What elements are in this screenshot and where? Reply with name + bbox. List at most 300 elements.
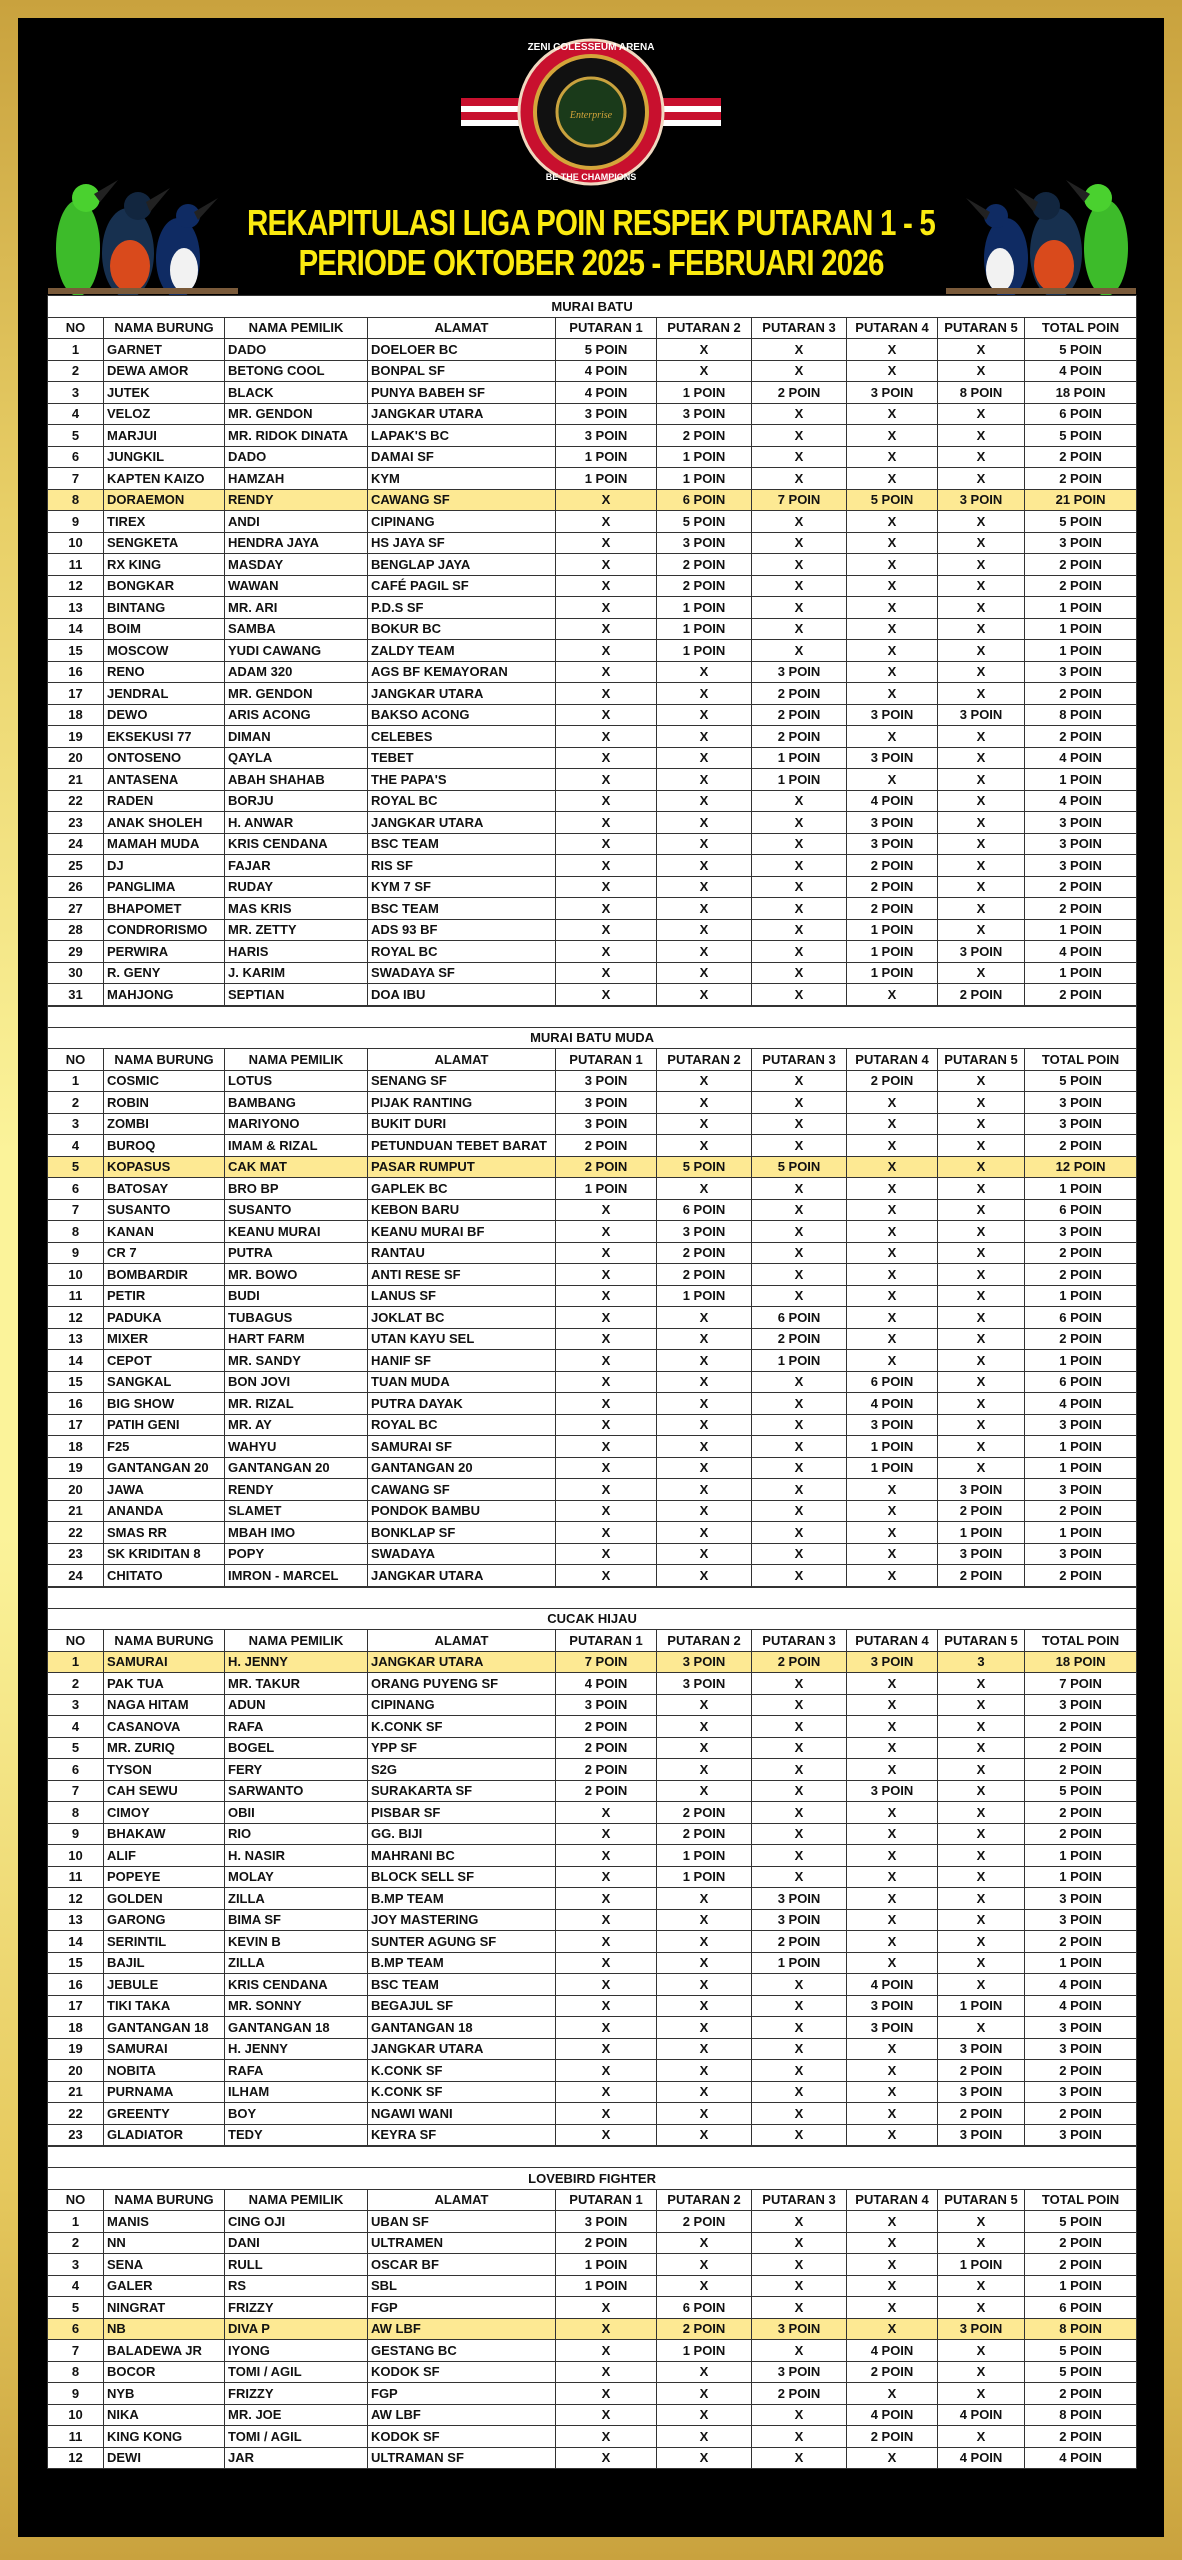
cell-round-3: X bbox=[752, 532, 847, 554]
cell-address: HANIF SF bbox=[368, 1350, 556, 1372]
cell-owner-name: SLAMET bbox=[225, 1500, 368, 1522]
cell-owner-name: TOMI / AGIL bbox=[225, 2361, 368, 2383]
cell-no: 17 bbox=[48, 1414, 104, 1436]
cell-address: SURAKARTA SF bbox=[368, 1780, 556, 1802]
cell-owner-name: SAMBA bbox=[225, 618, 368, 640]
cell-no: 1 bbox=[48, 1070, 104, 1092]
table-row bbox=[48, 489, 1137, 511]
cell-round-4: X bbox=[847, 2124, 938, 2146]
cell-round-4: X bbox=[847, 1759, 938, 1781]
cell-round-5: X bbox=[938, 876, 1025, 898]
cell-round-5: X bbox=[938, 683, 1025, 705]
cell-round-3: X bbox=[752, 1522, 847, 1544]
cell-round-1: X bbox=[556, 2340, 657, 2362]
column-header-row bbox=[48, 317, 1137, 339]
cell-round-4: X bbox=[847, 2447, 938, 2469]
cell-address: ULTRAMAN SF bbox=[368, 2447, 556, 2469]
cell-total-points: 1 POIN bbox=[1025, 2275, 1137, 2297]
cell-no: 21 bbox=[48, 769, 104, 791]
cell-round-5: X bbox=[938, 962, 1025, 984]
cell-no: 19 bbox=[48, 726, 104, 748]
cell-round-2: X bbox=[657, 2383, 752, 2405]
cell-round-2: 2 POIN bbox=[657, 1802, 752, 1824]
cell-address: ULTRAMEN bbox=[368, 2232, 556, 2254]
column-header: PUTARAN 5 bbox=[938, 317, 1025, 339]
cell-bird-name: CONDRORISMO bbox=[104, 919, 225, 941]
cell-address: CAWANG SF bbox=[368, 489, 556, 511]
cell-address: GANTANGAN 18 bbox=[368, 2017, 556, 2039]
cell-round-2: X bbox=[657, 360, 752, 382]
table-row bbox=[48, 1500, 1137, 1522]
column-header: NO bbox=[48, 2189, 104, 2211]
cell-round-2: X bbox=[657, 339, 752, 361]
cell-round-4: 2 POIN bbox=[847, 2426, 938, 2448]
cell-round-2: X bbox=[657, 683, 752, 705]
cell-round-1: 3 POIN bbox=[556, 1113, 657, 1135]
cell-round-2: X bbox=[657, 1931, 752, 1953]
cell-no: 9 bbox=[48, 1242, 104, 1264]
cell-round-4: X bbox=[847, 769, 938, 791]
cell-owner-name: BRO BP bbox=[225, 1178, 368, 1200]
cell-address: ADS 93 BF bbox=[368, 919, 556, 941]
cell-round-2: X bbox=[657, 2017, 752, 2039]
cell-round-1: X bbox=[556, 1414, 657, 1436]
cell-round-4: 3 POIN bbox=[847, 1995, 938, 2017]
cell-round-1: 2 POIN bbox=[556, 1135, 657, 1157]
cell-bird-name: SAMURAI bbox=[104, 1651, 225, 1673]
cell-round-1: X bbox=[556, 2383, 657, 2405]
cell-round-1: X bbox=[556, 1264, 657, 1286]
cell-round-2: X bbox=[657, 2103, 752, 2125]
cell-total-points: 18 POIN bbox=[1025, 1651, 1137, 1673]
cell-round-1: X bbox=[556, 1995, 657, 2017]
cell-address: GESTANG BC bbox=[368, 2340, 556, 2362]
cell-round-3: X bbox=[752, 1242, 847, 1264]
cell-total-points: 8 POIN bbox=[1025, 2318, 1137, 2340]
cell-round-3: X bbox=[752, 876, 847, 898]
column-header: NAMA BURUNG bbox=[104, 317, 225, 339]
cell-total-points: 2 POIN bbox=[1025, 726, 1137, 748]
cell-round-4: X bbox=[847, 2318, 938, 2340]
table-row bbox=[48, 1694, 1137, 1716]
cell-round-1: X bbox=[556, 1199, 657, 1221]
cell-round-5: X bbox=[938, 1888, 1025, 1910]
cell-round-1: 5 POIN bbox=[556, 339, 657, 361]
table-row bbox=[48, 876, 1137, 898]
cell-round-1: X bbox=[556, 1479, 657, 1501]
cell-round-3: X bbox=[752, 403, 847, 425]
table-row bbox=[48, 2297, 1137, 2319]
cell-round-2: 2 POIN bbox=[657, 1264, 752, 1286]
cell-round-4: 4 POIN bbox=[847, 1974, 938, 1996]
cell-round-1: 3 POIN bbox=[556, 2211, 657, 2233]
cell-round-1: X bbox=[556, 1328, 657, 1350]
cell-owner-name: WAWAN bbox=[225, 575, 368, 597]
cell-no: 15 bbox=[48, 1371, 104, 1393]
cell-owner-name: FRIZZY bbox=[225, 2383, 368, 2405]
cell-round-3: X bbox=[752, 1823, 847, 1845]
cell-round-1: X bbox=[556, 747, 657, 769]
cell-total-points: 1 POIN bbox=[1025, 618, 1137, 640]
cell-round-3: X bbox=[752, 1802, 847, 1824]
cell-bird-name: ANANDA bbox=[104, 1500, 225, 1522]
cell-owner-name: RUDAY bbox=[225, 876, 368, 898]
cell-round-3: X bbox=[752, 2017, 847, 2039]
cell-round-5: X bbox=[938, 2340, 1025, 2362]
cell-bird-name: BOCOR bbox=[104, 2361, 225, 2383]
cell-address: PONDOK BAMBU bbox=[368, 1500, 556, 1522]
cell-round-4: X bbox=[847, 1931, 938, 1953]
cell-total-points: 6 POIN bbox=[1025, 1371, 1137, 1393]
cell-round-2: X bbox=[657, 1759, 752, 1781]
standings-table-lovebird-fighter bbox=[47, 2146, 1137, 2469]
cell-bird-name: NAGA HITAM bbox=[104, 1694, 225, 1716]
cell-round-3: X bbox=[752, 554, 847, 576]
cell-round-1: X bbox=[556, 1543, 657, 1565]
cell-round-4: X bbox=[847, 403, 938, 425]
cell-round-1: X bbox=[556, 855, 657, 877]
table-spacer bbox=[48, 2147, 1137, 2168]
cell-round-3: X bbox=[752, 1479, 847, 1501]
cell-round-3: X bbox=[752, 2254, 847, 2276]
cell-bird-name: R. GENY bbox=[104, 962, 225, 984]
cell-bird-name: ANAK SHOLEH bbox=[104, 812, 225, 834]
table-row bbox=[48, 1565, 1137, 1587]
cell-total-points: 3 POIN bbox=[1025, 855, 1137, 877]
cell-address: TUAN MUDA bbox=[368, 1371, 556, 1393]
table-row bbox=[48, 1264, 1137, 1286]
column-header: PUTARAN 3 bbox=[752, 317, 847, 339]
table-row bbox=[48, 1199, 1137, 1221]
cell-owner-name: SARWANTO bbox=[225, 1780, 368, 1802]
cell-round-2: 3 POIN bbox=[657, 1651, 752, 1673]
cell-total-points: 1 POIN bbox=[1025, 1952, 1137, 1974]
cell-no: 18 bbox=[48, 704, 104, 726]
cell-no: 23 bbox=[48, 812, 104, 834]
cell-total-points: 4 POIN bbox=[1025, 360, 1137, 382]
cell-round-5: X bbox=[938, 1307, 1025, 1329]
cell-total-points: 2 POIN bbox=[1025, 683, 1137, 705]
cell-owner-name: JAR bbox=[225, 2447, 368, 2469]
column-header: PUTARAN 3 bbox=[752, 2189, 847, 2211]
table-row bbox=[48, 511, 1137, 533]
cell-no: 7 bbox=[48, 1780, 104, 1802]
cell-owner-name: RULL bbox=[225, 2254, 368, 2276]
cell-round-1: 2 POIN bbox=[556, 1737, 657, 1759]
cell-owner-name: ILHAM bbox=[225, 2081, 368, 2103]
cell-address: MAHRANI BC bbox=[368, 1845, 556, 1867]
table-row bbox=[48, 382, 1137, 404]
cell-round-3: X bbox=[752, 2060, 847, 2082]
cell-bird-name: RADEN bbox=[104, 790, 225, 812]
cell-round-4: X bbox=[847, 1543, 938, 1565]
cell-round-3: X bbox=[752, 2426, 847, 2448]
cell-round-5: 2 POIN bbox=[938, 1500, 1025, 1522]
cell-round-4: X bbox=[847, 1737, 938, 1759]
cell-no: 11 bbox=[48, 554, 104, 576]
column-header: TOTAL POIN bbox=[1025, 2189, 1137, 2211]
cell-round-1: 3 POIN bbox=[556, 1070, 657, 1092]
cell-total-points: 5 POIN bbox=[1025, 1070, 1137, 1092]
cell-bird-name: GANTANGAN 18 bbox=[104, 2017, 225, 2039]
cell-total-points: 5 POIN bbox=[1025, 2361, 1137, 2383]
cell-no: 3 bbox=[48, 1113, 104, 1135]
cell-round-4: X bbox=[847, 532, 938, 554]
cell-round-4: X bbox=[847, 1156, 938, 1178]
cell-round-3: X bbox=[752, 2124, 847, 2146]
cell-total-points: 5 POIN bbox=[1025, 2211, 1137, 2233]
cell-bird-name: PETIR bbox=[104, 1285, 225, 1307]
cell-round-4: 4 POIN bbox=[847, 1393, 938, 1415]
cell-round-5: 2 POIN bbox=[938, 2103, 1025, 2125]
cell-no: 11 bbox=[48, 1866, 104, 1888]
cell-round-1: X bbox=[556, 812, 657, 834]
cell-round-2: X bbox=[657, 984, 752, 1006]
cell-no: 8 bbox=[48, 1802, 104, 1824]
cell-round-1: X bbox=[556, 2361, 657, 2383]
cell-address: JANGKAR UTARA bbox=[368, 1651, 556, 1673]
table-row bbox=[48, 339, 1137, 361]
cell-bird-name: CASANOVA bbox=[104, 1716, 225, 1738]
table-row bbox=[48, 1888, 1137, 1910]
table-row bbox=[48, 403, 1137, 425]
cell-round-1: X bbox=[556, 2447, 657, 2469]
cell-round-4: 2 POIN bbox=[847, 898, 938, 920]
cell-total-points: 2 POIN bbox=[1025, 2103, 1137, 2125]
cell-total-points: 21 POIN bbox=[1025, 489, 1137, 511]
cell-round-4: X bbox=[847, 1500, 938, 1522]
cell-owner-name: BETONG COOL bbox=[225, 360, 368, 382]
cell-total-points: 2 POIN bbox=[1025, 2383, 1137, 2405]
cell-no: 15 bbox=[48, 640, 104, 662]
table-row bbox=[48, 1328, 1137, 1350]
cell-owner-name: GANTANGAN 18 bbox=[225, 2017, 368, 2039]
cell-round-4: X bbox=[847, 618, 938, 640]
cell-round-4: X bbox=[847, 2081, 938, 2103]
cell-total-points: 3 POIN bbox=[1025, 2017, 1137, 2039]
table-row bbox=[48, 790, 1137, 812]
cell-owner-name: J. KARIM bbox=[225, 962, 368, 984]
cell-round-2: X bbox=[657, 1135, 752, 1157]
cell-bird-name: MAMAH MUDA bbox=[104, 833, 225, 855]
cell-round-3: X bbox=[752, 511, 847, 533]
table-row bbox=[48, 425, 1137, 447]
cell-round-4: X bbox=[847, 2060, 938, 2082]
cell-owner-name: TUBAGUS bbox=[225, 1307, 368, 1329]
cell-total-points: 8 POIN bbox=[1025, 704, 1137, 726]
cell-round-3: X bbox=[752, 2297, 847, 2319]
cell-no: 7 bbox=[48, 1199, 104, 1221]
cell-bird-name: BHAKAW bbox=[104, 1823, 225, 1845]
cell-round-4: 3 POIN bbox=[847, 833, 938, 855]
table-row bbox=[48, 726, 1137, 748]
table-row bbox=[48, 2404, 1137, 2426]
cell-round-3: X bbox=[752, 919, 847, 941]
cell-no: 10 bbox=[48, 532, 104, 554]
column-header: PUTARAN 1 bbox=[556, 317, 657, 339]
cell-round-5: X bbox=[938, 1178, 1025, 1200]
cell-owner-name: DADO bbox=[225, 446, 368, 468]
table-spacer bbox=[48, 1587, 1137, 1608]
cell-total-points: 2 POIN bbox=[1025, 1802, 1137, 1824]
cell-no: 5 bbox=[48, 2297, 104, 2319]
cell-no: 27 bbox=[48, 898, 104, 920]
cell-round-5: 3 POIN bbox=[938, 704, 1025, 726]
cell-round-3: X bbox=[752, 446, 847, 468]
cell-round-3: 3 POIN bbox=[752, 1909, 847, 1931]
cell-owner-name: KEVIN B bbox=[225, 1931, 368, 1953]
cell-owner-name: MOLAY bbox=[225, 1866, 368, 1888]
cell-bird-name: SANGKAL bbox=[104, 1371, 225, 1393]
table-row bbox=[48, 2318, 1137, 2340]
cell-owner-name: ADUN bbox=[225, 1694, 368, 1716]
cell-round-1: 4 POIN bbox=[556, 382, 657, 404]
cell-total-points: 2 POIN bbox=[1025, 1823, 1137, 1845]
cell-bird-name: SENGKETA bbox=[104, 532, 225, 554]
column-header: TOTAL POIN bbox=[1025, 1630, 1137, 1652]
cell-round-5: 3 POIN bbox=[938, 941, 1025, 963]
cell-owner-name: KRIS CENDANA bbox=[225, 833, 368, 855]
column-header: PUTARAN 4 bbox=[847, 1049, 938, 1071]
cell-address: BOKUR BC bbox=[368, 618, 556, 640]
cell-round-4: X bbox=[847, 2383, 938, 2405]
cell-total-points: 3 POIN bbox=[1025, 2124, 1137, 2146]
cell-no: 7 bbox=[48, 2340, 104, 2362]
cell-owner-name: MR. GENDON bbox=[225, 403, 368, 425]
cell-address: YPP SF bbox=[368, 1737, 556, 1759]
cell-bird-name: GOLDEN bbox=[104, 1888, 225, 1910]
cell-round-5: 4 POIN bbox=[938, 2404, 1025, 2426]
cell-round-4: X bbox=[847, 1221, 938, 1243]
cell-round-2: X bbox=[657, 1888, 752, 1910]
cell-round-1: X bbox=[556, 1307, 657, 1329]
cell-total-points: 12 POIN bbox=[1025, 1156, 1137, 1178]
cell-total-points: 3 POIN bbox=[1025, 1888, 1137, 1910]
cell-round-1: X bbox=[556, 876, 657, 898]
cell-round-5: X bbox=[938, 1221, 1025, 1243]
cell-no: 19 bbox=[48, 2038, 104, 2060]
cell-round-4: X bbox=[847, 1845, 938, 1867]
cell-no: 14 bbox=[48, 618, 104, 640]
cell-round-2: 3 POIN bbox=[657, 1221, 752, 1243]
table-row bbox=[48, 1651, 1137, 1673]
cell-address: CAWANG SF bbox=[368, 1479, 556, 1501]
cell-round-1: X bbox=[556, 1350, 657, 1372]
cell-owner-name: KEANU MURAI bbox=[225, 1221, 368, 1243]
cell-round-4: X bbox=[847, 1673, 938, 1695]
column-header: NO bbox=[48, 1049, 104, 1071]
cell-round-2: X bbox=[657, 1350, 752, 1372]
cell-total-points: 1 POIN bbox=[1025, 1350, 1137, 1372]
cell-bird-name: PURNAMA bbox=[104, 2081, 225, 2103]
section-title: MURAI BATU bbox=[48, 296, 1137, 318]
cell-address: BONKLAP SF bbox=[368, 1522, 556, 1544]
table-row bbox=[48, 2447, 1137, 2469]
cell-round-2: X bbox=[657, 1995, 752, 2017]
cell-no: 12 bbox=[48, 575, 104, 597]
table-row bbox=[48, 1866, 1137, 1888]
cell-round-4: 2 POIN bbox=[847, 855, 938, 877]
cell-total-points: 7 POIN bbox=[1025, 1673, 1137, 1695]
cell-round-2: X bbox=[657, 1909, 752, 1931]
cell-round-2: 2 POIN bbox=[657, 1823, 752, 1845]
cell-total-points: 2 POIN bbox=[1025, 1737, 1137, 1759]
cell-total-points: 3 POIN bbox=[1025, 1414, 1137, 1436]
cell-owner-name: BUDI bbox=[225, 1285, 368, 1307]
cell-round-1: 7 POIN bbox=[556, 1651, 657, 1673]
cell-round-1: X bbox=[556, 704, 657, 726]
cell-bird-name: KANAN bbox=[104, 1221, 225, 1243]
table-row bbox=[48, 2211, 1137, 2233]
cell-round-3: X bbox=[752, 962, 847, 984]
cell-total-points: 2 POIN bbox=[1025, 446, 1137, 468]
cell-bird-name: JENDRAL bbox=[104, 683, 225, 705]
cell-round-4: X bbox=[847, 1888, 938, 1910]
table-row bbox=[48, 1285, 1137, 1307]
cell-address: KYM bbox=[368, 468, 556, 490]
cell-bird-name: BINTANG bbox=[104, 597, 225, 619]
cell-no: 13 bbox=[48, 1909, 104, 1931]
cell-total-points: 2 POIN bbox=[1025, 468, 1137, 490]
cell-bird-name: BHAPOMET bbox=[104, 898, 225, 920]
cell-round-2: X bbox=[657, 1737, 752, 1759]
cell-round-1: 2 POIN bbox=[556, 1716, 657, 1738]
cell-owner-name: RAFA bbox=[225, 2060, 368, 2082]
cell-bird-name: MIXER bbox=[104, 1328, 225, 1350]
cell-round-2: X bbox=[657, 812, 752, 834]
cell-round-4: 4 POIN bbox=[847, 790, 938, 812]
cell-address: KYM 7 SF bbox=[368, 876, 556, 898]
cell-round-3: 1 POIN bbox=[752, 1350, 847, 1372]
cell-round-5: X bbox=[938, 1242, 1025, 1264]
cell-owner-name: IYONG bbox=[225, 2340, 368, 2362]
cell-round-4: X bbox=[847, 1199, 938, 1221]
cell-bird-name: NYB bbox=[104, 2383, 225, 2405]
column-header: ALAMAT bbox=[368, 1049, 556, 1071]
cell-round-4: X bbox=[847, 575, 938, 597]
cell-round-4: X bbox=[847, 2103, 938, 2125]
column-header: NAMA PEMILIK bbox=[225, 1049, 368, 1071]
cell-address: ROYAL BC bbox=[368, 1414, 556, 1436]
cell-round-2: X bbox=[657, 1716, 752, 1738]
cell-round-4: X bbox=[847, 1952, 938, 1974]
standings-tables bbox=[47, 295, 1136, 2469]
cell-round-5: X bbox=[938, 1866, 1025, 1888]
cell-round-2: X bbox=[657, 2232, 752, 2254]
cell-bird-name: PAK TUA bbox=[104, 1673, 225, 1695]
cell-round-3: 2 POIN bbox=[752, 704, 847, 726]
cell-round-5: 3 bbox=[938, 1651, 1025, 1673]
cell-no: 14 bbox=[48, 1931, 104, 1953]
cell-round-3: X bbox=[752, 2211, 847, 2233]
table-row bbox=[48, 575, 1137, 597]
cell-bird-name: GARONG bbox=[104, 1909, 225, 1931]
cell-round-1: X bbox=[556, 2124, 657, 2146]
cell-round-3: X bbox=[752, 2447, 847, 2469]
cell-round-4: X bbox=[847, 1113, 938, 1135]
cell-no: 4 bbox=[48, 403, 104, 425]
cell-round-1: 2 POIN bbox=[556, 1780, 657, 1802]
cell-round-5: X bbox=[938, 790, 1025, 812]
cell-round-2: X bbox=[657, 876, 752, 898]
table-row bbox=[48, 833, 1137, 855]
cell-round-5: X bbox=[938, 1350, 1025, 1372]
cell-round-3: X bbox=[752, 339, 847, 361]
cell-total-points: 5 POIN bbox=[1025, 2340, 1137, 2362]
table-row bbox=[48, 769, 1137, 791]
cell-round-1: 1 POIN bbox=[556, 468, 657, 490]
cell-round-1: X bbox=[556, 618, 657, 640]
